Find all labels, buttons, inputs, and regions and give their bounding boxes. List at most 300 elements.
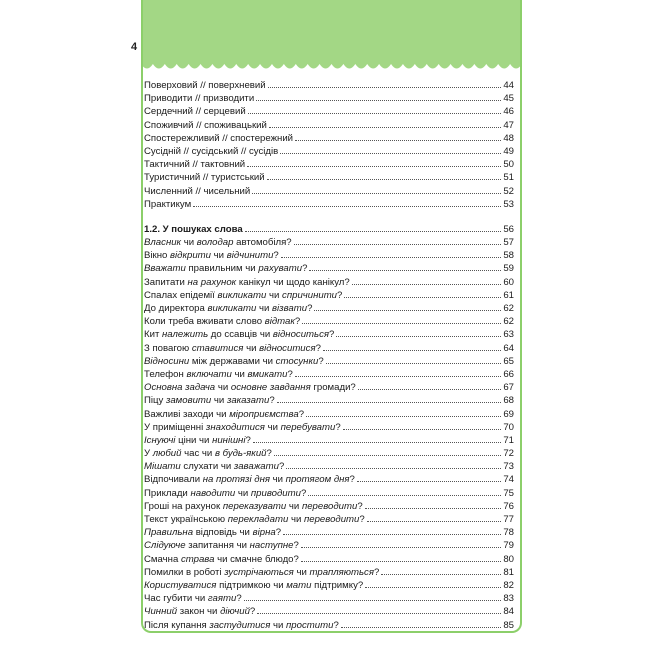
text-segment: Приклади bbox=[144, 487, 191, 499]
toc-row bbox=[144, 408, 514, 421]
dot-leader bbox=[247, 166, 501, 167]
toc-entry-title bbox=[144, 262, 307, 275]
italic-term: перебувати bbox=[280, 421, 336, 433]
toc-row bbox=[144, 566, 514, 579]
dot-leader bbox=[357, 481, 501, 482]
text-segment: чи bbox=[288, 514, 304, 525]
dot-leader bbox=[295, 140, 501, 141]
text-segment: час чи bbox=[181, 448, 215, 460]
italic-term: відчинити bbox=[226, 250, 274, 262]
italic-term: основне завдання bbox=[230, 382, 311, 394]
toc-row bbox=[144, 315, 514, 328]
italic-term: наводити bbox=[190, 487, 236, 499]
text-segment: правильним чи bbox=[185, 263, 259, 275]
italic-term: протягом дня bbox=[285, 474, 350, 486]
toc-entry-title bbox=[144, 460, 284, 473]
italic-term: рахувати bbox=[258, 263, 303, 275]
toc-page-number: 72 bbox=[503, 448, 514, 460]
section-page: 56 bbox=[503, 223, 514, 235]
text-segment: ? bbox=[349, 474, 355, 486]
text-segment: ? bbox=[357, 500, 363, 512]
dot-leader bbox=[269, 127, 501, 128]
dot-leader bbox=[343, 429, 502, 430]
text-segment: ? bbox=[315, 342, 321, 354]
text-segment: чи bbox=[266, 289, 283, 301]
toc-page-number: 47 bbox=[503, 119, 514, 131]
toc-row bbox=[144, 421, 514, 434]
dot-leader bbox=[326, 363, 502, 364]
toc-row bbox=[144, 539, 514, 552]
italic-term: мати bbox=[286, 579, 312, 591]
toc-row bbox=[144, 394, 514, 407]
toc-row bbox=[144, 434, 514, 447]
toc-page-number: 62 bbox=[503, 303, 514, 314]
text-segment: чи bbox=[181, 237, 197, 249]
toc-row bbox=[144, 473, 514, 486]
toc-group-2 bbox=[144, 236, 514, 632]
text-segment: громади? bbox=[310, 382, 356, 394]
toc-entry-title bbox=[144, 105, 246, 118]
toc-page-number: 80 bbox=[503, 553, 514, 565]
toc-row bbox=[144, 145, 514, 158]
italic-term: замовити bbox=[165, 395, 212, 407]
toc-entry-title bbox=[144, 539, 299, 552]
toc-row bbox=[144, 236, 514, 249]
toc-page-number: 53 bbox=[503, 198, 514, 210]
toc-page-number: 85 bbox=[503, 619, 514, 631]
italic-term: викликати bbox=[217, 289, 267, 301]
italic-term: заказати bbox=[226, 395, 270, 407]
italic-term: в будь-який bbox=[214, 448, 267, 460]
dot-leader bbox=[344, 297, 501, 298]
toc-entry-title bbox=[144, 553, 299, 566]
toc-row bbox=[144, 79, 514, 92]
italic-term: Користуватися bbox=[144, 579, 217, 591]
italic-term: візвати bbox=[272, 303, 308, 314]
toc-entry-title bbox=[144, 328, 334, 341]
italic-term: ставитися bbox=[191, 342, 244, 354]
dot-leader bbox=[302, 323, 501, 324]
text-segment: Піцу bbox=[144, 395, 166, 407]
text-segment: Після купання bbox=[144, 619, 210, 631]
text-segment: Тактичний // тактовний bbox=[144, 159, 246, 171]
text-segment: ? bbox=[335, 421, 341, 433]
toc-row bbox=[144, 579, 514, 592]
text-segment: Час губити чи bbox=[144, 593, 208, 605]
text-segment: ціни чи bbox=[175, 434, 213, 446]
toc-page-number: 70 bbox=[503, 421, 514, 433]
italic-term: викликати bbox=[207, 303, 257, 314]
text-segment: ? bbox=[300, 487, 307, 499]
toc-page-number: 84 bbox=[503, 606, 514, 618]
toc-row bbox=[144, 289, 514, 302]
italic-term: Чинний bbox=[144, 606, 178, 618]
dot-leader bbox=[381, 574, 501, 575]
dot-leader bbox=[248, 113, 502, 114]
page-number: 4 bbox=[131, 41, 138, 53]
text-segment: слухати чи bbox=[180, 461, 234, 473]
toc-entry-title bbox=[144, 394, 275, 407]
italic-term: трапляються bbox=[309, 566, 374, 578]
toc-row bbox=[144, 119, 514, 132]
text-segment: ? bbox=[245, 434, 251, 446]
italic-term: діючий bbox=[220, 606, 250, 618]
text-segment: Сусідній // сусідський // сусідів bbox=[144, 145, 279, 157]
toc-page-number: 62 bbox=[503, 316, 514, 328]
text-segment: ? bbox=[275, 527, 282, 539]
text-segment: Запитати bbox=[144, 276, 188, 288]
toc-page-number: 78 bbox=[503, 527, 514, 539]
toc-row bbox=[144, 526, 514, 539]
italic-term: відноситися bbox=[259, 342, 316, 354]
text-segment: чи bbox=[269, 474, 286, 486]
toc-page-number: 58 bbox=[503, 250, 514, 262]
toc-entry-title bbox=[144, 289, 342, 302]
toc-entry-title bbox=[144, 79, 266, 92]
toc-entry-title bbox=[144, 566, 379, 579]
toc-page-number: 61 bbox=[503, 289, 514, 301]
italic-term: спричинити bbox=[282, 289, 338, 301]
text-segment: чи bbox=[264, 421, 281, 433]
toc-entry-title bbox=[144, 145, 278, 158]
italic-term: Слідуюче bbox=[144, 540, 186, 552]
text-segment: канікул чи щодо канікул? bbox=[236, 276, 350, 288]
italic-term: наступне bbox=[249, 540, 294, 552]
toc-row bbox=[144, 500, 514, 513]
toc-page-number: 69 bbox=[503, 408, 514, 420]
text-segment: Сердечний // серцевий bbox=[144, 106, 246, 118]
text-segment: ? bbox=[287, 368, 293, 380]
toc-page-number: 63 bbox=[503, 329, 514, 341]
dot-leader bbox=[256, 100, 501, 101]
toc-row bbox=[144, 302, 514, 315]
text-segment: Поверховий // поверхневий bbox=[144, 80, 266, 91]
section-heading: 1.2. У пошуках слова bbox=[144, 223, 243, 235]
toc-row bbox=[144, 198, 514, 211]
text-segment: З повагою bbox=[144, 342, 192, 354]
toc-entry-title bbox=[144, 249, 279, 262]
text-segment: Відпочивали bbox=[144, 474, 203, 486]
toc-row bbox=[144, 105, 514, 118]
toc-page-number: 79 bbox=[503, 540, 514, 552]
italic-term: міроприємства bbox=[229, 408, 299, 420]
toc-page-number: 66 bbox=[503, 368, 514, 380]
text-segment: Споживчий // споживацький bbox=[144, 119, 267, 131]
italic-term: простити bbox=[286, 619, 334, 631]
dot-leader bbox=[306, 416, 501, 417]
italic-term: Вважати bbox=[144, 263, 186, 275]
dot-leader bbox=[294, 244, 502, 245]
italic-term: володар bbox=[196, 237, 234, 249]
dot-leader bbox=[267, 179, 502, 180]
dot-leader bbox=[244, 600, 502, 601]
italic-term: вмикати bbox=[247, 368, 288, 380]
dot-leader bbox=[352, 284, 502, 285]
dot-leader bbox=[323, 350, 501, 351]
toc-row bbox=[144, 132, 514, 145]
text-segment: Смачна bbox=[144, 553, 181, 565]
text-segment: чи bbox=[231, 368, 248, 380]
toc-page-number: 77 bbox=[503, 514, 514, 525]
italic-term: нинішні bbox=[212, 434, 246, 446]
dot-leader bbox=[253, 442, 502, 443]
text-segment: між державами чи bbox=[189, 355, 276, 367]
dot-leader bbox=[245, 231, 502, 232]
text-segment: ? bbox=[307, 303, 313, 314]
section-heading-row bbox=[144, 223, 514, 236]
text-segment: чи bbox=[293, 566, 310, 578]
italic-term: відноситься bbox=[272, 329, 329, 341]
text-segment: Вікно bbox=[144, 250, 171, 262]
italic-term: Правильна bbox=[144, 527, 194, 539]
toc-page-number: 45 bbox=[503, 93, 514, 105]
text-segment: відповідь чи bbox=[193, 527, 253, 539]
toc-row bbox=[144, 592, 514, 605]
toc-page-number: 76 bbox=[503, 500, 514, 512]
dot-leader bbox=[295, 376, 502, 377]
toc-row bbox=[144, 487, 514, 500]
toc-row bbox=[144, 368, 514, 381]
italic-term: стосунки bbox=[275, 355, 319, 367]
dot-leader bbox=[283, 534, 501, 535]
text-segment: чи смачне блюдо? bbox=[214, 553, 299, 565]
toc-entry-title bbox=[144, 158, 245, 171]
toc-row bbox=[144, 276, 514, 289]
text-segment: до ссавців чи bbox=[208, 329, 273, 341]
text-segment: ? bbox=[373, 566, 380, 578]
text-segment: чи bbox=[243, 342, 260, 354]
toc-entry-title bbox=[144, 408, 304, 421]
toc-page-number: 46 bbox=[503, 106, 514, 118]
text-segment: чи bbox=[211, 395, 227, 407]
italic-term: Мішати bbox=[144, 461, 181, 473]
toc-row bbox=[144, 460, 514, 473]
text-segment: ? bbox=[294, 316, 301, 328]
italic-term: гаяти bbox=[207, 593, 237, 605]
toc-row bbox=[144, 185, 514, 198]
toc-row bbox=[144, 342, 514, 355]
italic-term: перекладати bbox=[227, 514, 289, 525]
text-segment: чи bbox=[235, 487, 251, 499]
italic-term: приводити bbox=[250, 487, 301, 499]
text-segment: ? bbox=[302, 263, 308, 275]
toc-page-number: 51 bbox=[503, 172, 514, 184]
text-segment: ? bbox=[329, 329, 335, 341]
text-segment: ? bbox=[273, 250, 279, 262]
text-segment: Спалах епідемії bbox=[144, 289, 218, 301]
text-segment: ? bbox=[333, 619, 339, 631]
toc-page-number: 67 bbox=[503, 382, 514, 394]
text-segment: Практикум bbox=[144, 198, 192, 210]
italic-term: заважати bbox=[233, 461, 279, 473]
text-segment: Численний // чисельний bbox=[144, 185, 251, 197]
toc-entry-title bbox=[144, 368, 293, 381]
toc-page-number: 48 bbox=[503, 132, 514, 144]
italic-term: знаходитися bbox=[205, 421, 265, 433]
toc-entry-title bbox=[144, 592, 242, 605]
toc-page-number: 75 bbox=[503, 487, 514, 499]
dot-leader bbox=[301, 561, 501, 562]
dot-leader bbox=[367, 521, 502, 522]
italic-term: Відносини bbox=[144, 355, 190, 367]
text-segment: Телефон bbox=[144, 368, 187, 380]
toc-page-number: 74 bbox=[503, 474, 514, 486]
toc-row bbox=[144, 619, 514, 632]
toc-row bbox=[144, 92, 514, 105]
dot-leader bbox=[274, 455, 501, 456]
toc-row bbox=[144, 171, 514, 184]
toc-entry-title bbox=[144, 473, 355, 486]
toc-row bbox=[144, 328, 514, 341]
toc-row bbox=[144, 447, 514, 460]
dot-leader bbox=[365, 508, 502, 509]
toc-entry-title bbox=[144, 579, 363, 592]
toc-entry-title bbox=[144, 355, 324, 368]
toc-entry-title bbox=[144, 500, 363, 513]
italic-term: вірна bbox=[252, 527, 276, 539]
dot-leader bbox=[268, 87, 502, 88]
italic-term: Власник bbox=[144, 237, 182, 249]
text-segment: Приводити // призводити bbox=[144, 93, 255, 105]
dot-leader bbox=[358, 389, 502, 390]
toc-row bbox=[144, 262, 514, 275]
toc-page-number: 50 bbox=[503, 159, 514, 171]
toc-entry-title bbox=[144, 276, 350, 289]
text-segment: Спостережливий // спостережний bbox=[144, 132, 294, 144]
italic-term: любий bbox=[152, 448, 182, 460]
text-segment: Туристичний // туристський bbox=[144, 172, 265, 184]
toc-entry-title bbox=[144, 487, 306, 500]
dot-leader bbox=[252, 193, 501, 194]
toc-page-number: 81 bbox=[503, 566, 514, 578]
text-segment: автомобіля? bbox=[233, 237, 292, 249]
toc-row bbox=[144, 355, 514, 368]
dot-leader bbox=[309, 270, 501, 271]
toc-entry-title bbox=[144, 605, 255, 618]
text-segment: ? bbox=[359, 514, 365, 525]
text-segment: Текст українською bbox=[144, 514, 228, 525]
text-segment: Кит bbox=[144, 329, 163, 341]
italic-term: включати bbox=[186, 368, 232, 380]
toc-entry-title bbox=[144, 526, 281, 539]
toc-page-number: 65 bbox=[503, 355, 514, 367]
text-segment: Коли треба вживати слово bbox=[144, 316, 265, 328]
toc-entry-title bbox=[144, 421, 341, 434]
text-segment: підтримку? bbox=[311, 579, 364, 591]
toc-page-number: 60 bbox=[503, 276, 514, 288]
italic-term: на протязі дня bbox=[202, 474, 270, 486]
toc-page-number: 44 bbox=[503, 80, 514, 91]
italic-term: зустрічаються bbox=[224, 566, 294, 578]
dot-leader bbox=[341, 627, 502, 628]
toc-entry-title bbox=[144, 447, 272, 460]
toc-entry-title bbox=[144, 342, 321, 355]
toc-row bbox=[144, 381, 514, 394]
dot-leader bbox=[336, 336, 501, 337]
toc-page-number: 64 bbox=[503, 342, 514, 354]
dot-leader bbox=[281, 257, 502, 258]
text-segment: Помилки в роботі bbox=[144, 566, 225, 578]
text-segment: До директора bbox=[144, 303, 208, 314]
toc-row bbox=[144, 553, 514, 566]
italic-term: переводити bbox=[303, 514, 360, 525]
toc-entry-title bbox=[144, 198, 191, 211]
text-segment: Важливі заходи чи bbox=[144, 408, 230, 420]
toc-page-number: 71 bbox=[503, 434, 514, 446]
text-segment: чи bbox=[256, 303, 273, 314]
toc-row bbox=[144, 605, 514, 618]
italic-term: Існуючі bbox=[144, 434, 176, 446]
text-segment: чи bbox=[270, 619, 287, 631]
toc-group-1 bbox=[144, 79, 514, 211]
toc-row bbox=[144, 158, 514, 171]
toc-entry-title bbox=[144, 119, 267, 132]
text-segment: чи bbox=[215, 382, 231, 394]
toc-page-number: 57 bbox=[503, 237, 514, 249]
text-segment: ? bbox=[318, 355, 324, 367]
text-segment: У приміщенні bbox=[144, 421, 206, 433]
toc-entry-title bbox=[144, 381, 356, 394]
text-segment: ? bbox=[269, 395, 275, 407]
italic-term: Основна задача bbox=[144, 382, 216, 394]
toc-entry-title bbox=[144, 236, 292, 249]
dot-leader bbox=[308, 495, 501, 496]
text-segment: чи bbox=[286, 500, 302, 512]
toc-row bbox=[144, 249, 514, 262]
text-segment: запитання чи bbox=[185, 540, 250, 552]
text-segment: закон чи bbox=[177, 606, 221, 618]
toc-page-number: 82 bbox=[503, 579, 514, 591]
text-segment: підтримкою чи bbox=[216, 579, 287, 591]
dot-leader bbox=[280, 153, 501, 154]
toc-entry-title bbox=[144, 132, 293, 145]
toc-entry-title bbox=[144, 513, 365, 526]
italic-term: на рахунок bbox=[187, 276, 237, 288]
text-segment: ? bbox=[249, 606, 256, 618]
italic-term: переказувати bbox=[222, 500, 287, 512]
table-of-contents bbox=[144, 79, 514, 632]
italic-term: застудитися bbox=[209, 619, 271, 631]
toc-entry-title bbox=[144, 185, 250, 198]
toc-entry-title bbox=[144, 315, 300, 328]
dot-leader bbox=[193, 206, 501, 207]
toc-page-number: 83 bbox=[503, 593, 514, 605]
toc-entry-title bbox=[144, 619, 339, 632]
text-segment: ? bbox=[278, 461, 285, 473]
toc-row bbox=[144, 513, 514, 526]
toc-page-number: 49 bbox=[503, 145, 514, 157]
italic-term: переводити bbox=[301, 500, 358, 512]
text-segment: ? bbox=[298, 408, 305, 420]
dot-leader bbox=[314, 310, 501, 311]
text-segment: ? bbox=[293, 540, 299, 552]
text-segment: Гроші на рахунок bbox=[144, 500, 223, 512]
dot-leader bbox=[301, 547, 501, 548]
dot-leader bbox=[277, 402, 502, 403]
text-segment: ? bbox=[337, 289, 343, 301]
text-segment: ? bbox=[236, 593, 242, 605]
italic-term: страва bbox=[180, 553, 215, 565]
italic-term: належить bbox=[162, 329, 209, 341]
toc-page-number: 59 bbox=[503, 263, 514, 275]
dot-leader bbox=[365, 587, 501, 588]
toc-page-number: 68 bbox=[503, 395, 514, 407]
toc-entry-title bbox=[144, 302, 312, 315]
toc-entry-title bbox=[144, 434, 251, 447]
toc-entry-title bbox=[144, 171, 265, 184]
toc-entry-title bbox=[144, 92, 254, 105]
italic-term: відтак bbox=[264, 316, 295, 328]
